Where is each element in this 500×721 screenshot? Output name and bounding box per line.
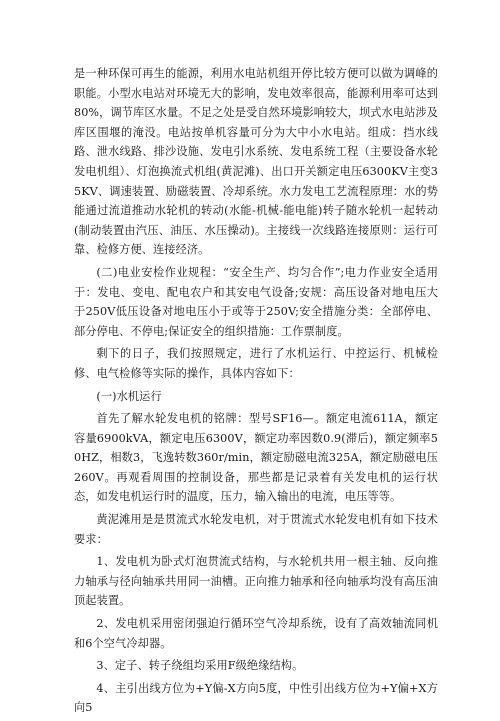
list-item-requirement-4: 4、主引出线方位为+Y偏-X方向5度，中性引出线方位为+Y偏+X方向5	[74, 681, 438, 715]
list-item-requirement-1: 1、发电机为卧式灯泡贯流式结构，与水轮机共用一根主轴、反向推力轴承与径向轴承共用同一油槽。正向推力轴承和径向轴承均没有高压油顶起装置。	[74, 555, 438, 608]
paragraph-hydropower-overview: 是一种环保可再生的能源，利用水电站机组开停比较方便可以做为调峰的职能。小型水电站对环境无大的影响，发电效率很高，能源利用率可达到80%，调节库区水量。不足之处是受自然环境影响较大，坝式水电站涉及库区围堰的淹没。电站按单机容量可分为大中小水电站。组成：挡水线路、泄水线路、排沙设施、发电引水系统、发电系统工程（主要设备水轮发电机组）、灯泡换流式机组(黄泥滩)、出口开关额定电压6300KV主变35KV、调速装置、励磁装置、冷却系统。水力发电工艺流程原理：水的势能通过流道推动水轮机的转动(水能-机械-能电能)转子随水轮机一起转动(制动装置由汽压、油压、水压操动)。主接线一次线路连接原则：运行可靠、检修方便、连接经济。	[74, 67, 438, 257]
paragraph-safety-rules: (二)电业安检作业规程：“安全生产、均匀合作”;电力作业安全适用于：发电、变电、配电农户和其安电气设备;安规：高压设备对地电压大于250V低压设备对地电压小于或等于250V;安全措施分类：全部停电、部分停电、不停电;保证安全的组织措施：工作票制度。	[74, 265, 438, 338]
list-item-requirement-2: 2、发电机采用密闭强迫行循环空气冷却系统，设有了高效轴流同机和6个空气冷却器。	[74, 617, 438, 650]
document-body	[74, 64, 438, 721]
paragraph-bulb-turbine-intro: 黄泥滩用是是贯流式水轮发电机，对于贯流式水轮发电机有如下技术要求：	[74, 513, 438, 546]
list-item-requirement-3: 3、定子、转子绕组均采用F级绝缘结构。	[96, 659, 304, 673]
paragraph-remaining-days: 剩下的日子，我们按照规定，进行了水机运行、中控运行、机械检修、电气检修等实际的操作，具体内容如下：	[74, 347, 438, 380]
section-heading-turbine-operation: (一)水机运行	[96, 389, 162, 403]
paragraph-nameplate: 首先了解水轮发电机的铭牌：型号SF16—。额定电流611A，额定容量6900kVA，额定电压6300V，额定功率因数0.9(滞后)，额定频率50HZ，相数3，飞逸转数360r/min，额定励磁电流325A，额定励磁电压260V。再观看周围的控制设备，那些都是记录着有关发电机的运行状态，如发电机运行时的温度，压力，输入输出的电流，电压等等。	[74, 412, 438, 504]
